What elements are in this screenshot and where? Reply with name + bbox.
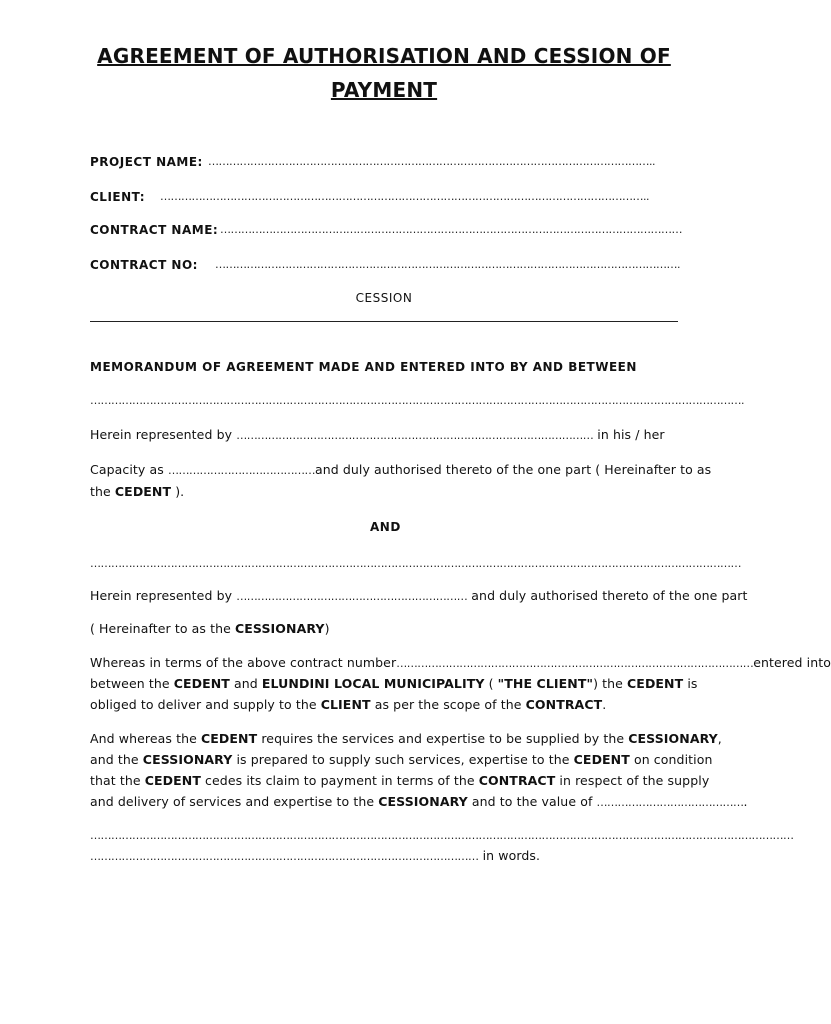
requires-text: requires the services and expertise to be supplied by the (261, 731, 625, 746)
amount-blank-line-2: ………………………………………………………………………………………………… (90, 850, 479, 863)
project-name-label: PROJECT NAME: (90, 155, 203, 169)
close-the-text: ) the (593, 676, 623, 691)
cessionary-definition-line (90, 621, 330, 636)
client-label: CLIENT: (90, 190, 145, 204)
cedent-term: CEDENT (144, 773, 201, 788)
condition-text: on condition (633, 752, 713, 767)
close-text: ). (175, 484, 185, 499)
value-text: and to the value of (471, 794, 593, 809)
contract-term: CONTRACT (478, 773, 556, 788)
cessionary-term: CESSIONARY (628, 731, 718, 746)
cessionary-term: CESSIONARY (142, 752, 233, 767)
cessionary-term: CESSIONARY (235, 621, 325, 636)
between-text: between the (90, 676, 170, 691)
cedes-text: cedes its claim to payment in terms of the (205, 773, 475, 788)
document-title-line1: AGREEMENT OF AUTHORISATION AND CESSION OF (97, 44, 671, 68)
whereas-line-3 (90, 697, 606, 712)
delivery-text: and delivery of services and expertise to the (90, 794, 375, 809)
period: . (743, 794, 748, 809)
municipality-name: ELUNDINI LOCAL MUNICIPALITY (261, 676, 485, 691)
in-his-her-text: in his / her (597, 427, 665, 442)
client-term: CLIENT (320, 697, 371, 712)
entered-into-text: entered into (753, 655, 831, 670)
amount-blank-line-1: ………………………………………………………………………………………………………………………………………………………………………………… (90, 829, 794, 842)
and-whereas-line-3 (90, 773, 709, 788)
section-divider (90, 321, 678, 322)
and-the-text: and the (90, 752, 139, 767)
close-text: ) (324, 621, 330, 636)
the-text: the (90, 484, 111, 499)
and-text: and (234, 676, 258, 691)
cedent-term: CEDENT (201, 731, 258, 746)
cessionary-name-blank: …………………………………………………………………………………………………………………………………………………………………… (90, 557, 741, 570)
in-words-text: in words. (482, 848, 541, 863)
scope-text: as per the scope of the (374, 697, 522, 712)
obliged-text: obliged to deliver and supply to the (90, 697, 317, 712)
memorandum-heading: MEMORANDUM OF AGREEMENT MADE AND ENTERED INTO BY AND BETWEEN (90, 360, 637, 374)
period: . (602, 697, 607, 712)
authorised-text: and duly authorised thereto of the one part ( Hereinafter to as (314, 462, 712, 477)
contract-number-blank: ………………………………………………………………………………………… (396, 657, 754, 670)
contract-no-label: CONTRACT NO: (90, 258, 198, 272)
cedent-term: CEDENT (173, 676, 230, 691)
and-heading: AND (370, 520, 401, 534)
prepared-text: is prepared to supply such services, expertise to the (236, 752, 570, 767)
herein-represented-text: Herein represented by (90, 427, 233, 442)
that-the-text: that the (90, 773, 141, 788)
the-client-term: "THE CLIENT" (497, 676, 594, 691)
client-blank: ………………………………………………………………………………………………………………………….. (160, 190, 649, 203)
cedent-term: CEDENT (627, 676, 684, 691)
whereas-text: Whereas in terms of the above contract number (90, 655, 397, 670)
and-whereas-line-1 (90, 731, 722, 746)
cessionary-term: CESSIONARY (378, 794, 468, 809)
cedent-term: CEDENT (114, 484, 172, 499)
and-whereas-line-2 (90, 752, 713, 767)
cedent-capacity-line (90, 462, 711, 477)
cessionary-represented-line (90, 588, 748, 603)
and-whereas-text: And whereas the (90, 731, 197, 746)
hereinafter-text: ( Hereinafter to as the (90, 621, 231, 636)
whereas-line-1 (90, 655, 831, 670)
is-text: is (687, 676, 698, 691)
whereas-line-2 (90, 676, 698, 691)
cedent-term: CEDENT (573, 752, 630, 767)
capacity-text: Capacity as (90, 462, 164, 477)
respect-text: in respect of the supply (559, 773, 710, 788)
in-words-line (90, 848, 540, 863)
cedent-definition-line (90, 484, 184, 499)
comma: , (717, 731, 722, 746)
representative-blank: ………………………………………………………… (236, 590, 468, 603)
cedent-name-blank: ……………………………………………………………………………………………………………………………………………………………………. (90, 394, 744, 407)
document-title-line2: PAYMENT (330, 78, 438, 102)
contract-name-blank: …………………………………………………………………………………………………………………… (220, 223, 682, 236)
capacity-blank: …………………………………… (167, 464, 315, 477)
project-name-blank: ……………………………………………………………………………………………………………….. (208, 155, 655, 168)
open-paren: ( (488, 676, 494, 691)
cedent-represented-line (90, 427, 665, 442)
herein-represented-text: Herein represented by (90, 588, 233, 603)
cession-heading: CESSION (355, 291, 413, 305)
and-whereas-line-4 (90, 794, 748, 809)
contract-name-label: CONTRACT NAME: (90, 223, 219, 237)
value-blank: …………………………………… (596, 796, 744, 809)
contract-no-blank: ……………………………………………………………………………………………………………………. (215, 258, 680, 271)
contract-term: CONTRACT (525, 697, 603, 712)
representative-blank: ………………………………………………………………………………………… (236, 429, 594, 442)
authorised-text: and duly authorised thereto of the one part (471, 588, 748, 603)
